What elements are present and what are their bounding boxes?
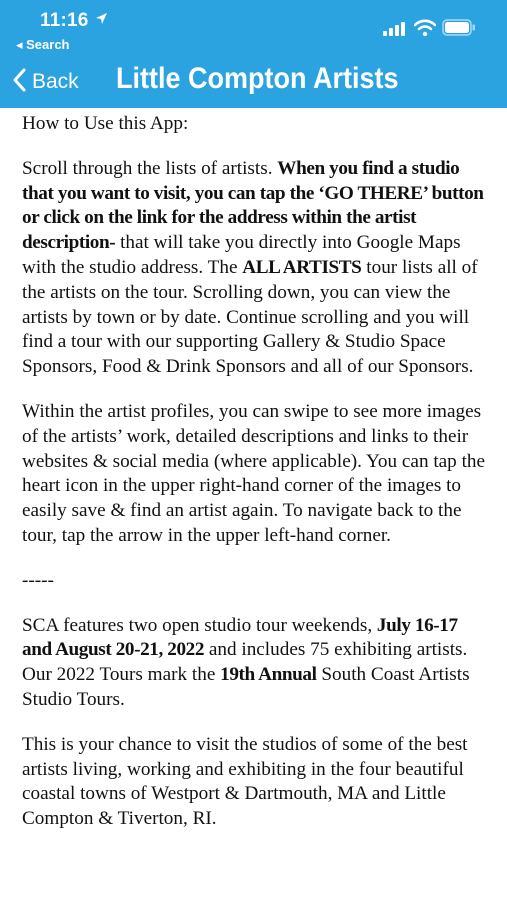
paragraph-artist-profiles: Within the artist profiles, you can swipe to see more images of the artists’ work, detailed descriptions and links to their websites & social media (where applicable). You can tap the heart icon in the upper right-hand corner of the images to easily save & find an artist again. To navigate back to the tour, tap the arrow in the upper left-hand corner. [22, 400, 486, 546]
back-to-search-link[interactable]: ◂ Search [16, 37, 70, 52]
page-title: Little Compton Artists [116, 62, 399, 95]
bold-text: July 16-17 and August 20-21, 2022 [22, 614, 458, 661]
back-button[interactable] [12, 56, 79, 108]
paragraph-visit-studios: This is your chance to visit the studios of some of the best artists living, working and exhibiting in the four beautiful coastal towns of Westport & Dartmouth, MA and Little Compton & Tiverton, RI. [22, 733, 468, 830]
wifi-icon [414, 19, 436, 42]
battery-icon [442, 19, 476, 41]
back-label: Back [32, 70, 79, 93]
paragraph-tour-dates [22, 614, 488, 713]
bold-text: 19th Annual [220, 664, 317, 686]
navigation-bar [0, 56, 507, 108]
signal-icon [383, 22, 407, 41]
text: Scroll through the lists of artists. [22, 157, 278, 179]
status-bar [0, 0, 507, 56]
text: and includes 75 exhibiting artists. Our 2022 Tours mark the [22, 639, 468, 686]
bold-text: ALL ARTISTS [242, 256, 362, 278]
status-time: 11:16 [40, 10, 89, 31]
divider: ----- [22, 569, 54, 591]
paragraph-how-to-scroll [22, 157, 488, 380]
section-heading: How to Use this App: [22, 113, 189, 134]
app-header [0, 0, 507, 108]
text: tour lists all of the artists on the tour. Scrolling down, you can view the artists by town or by date. Continue scrolling and you will find a tour with our supporting Gallery & Studio Space Sponsors, Food & Drink Sponsors and all of our Sponsors. [22, 256, 478, 378]
text: South Coast Artists Studio Tours. [22, 664, 470, 710]
text: SCA features two open studio tour weekends, [22, 614, 377, 636]
text: that will take you directly into Google Maps with the studio address. The [22, 232, 461, 278]
location-arrow-icon [95, 12, 108, 30]
content-area [22, 112, 488, 852]
chevron-left-icon [12, 68, 26, 97]
bold-text: When you find a studio that you want to visit, you can tap the ‘GO THERE’ button or click on the link for the address within the artist description- [22, 157, 484, 254]
